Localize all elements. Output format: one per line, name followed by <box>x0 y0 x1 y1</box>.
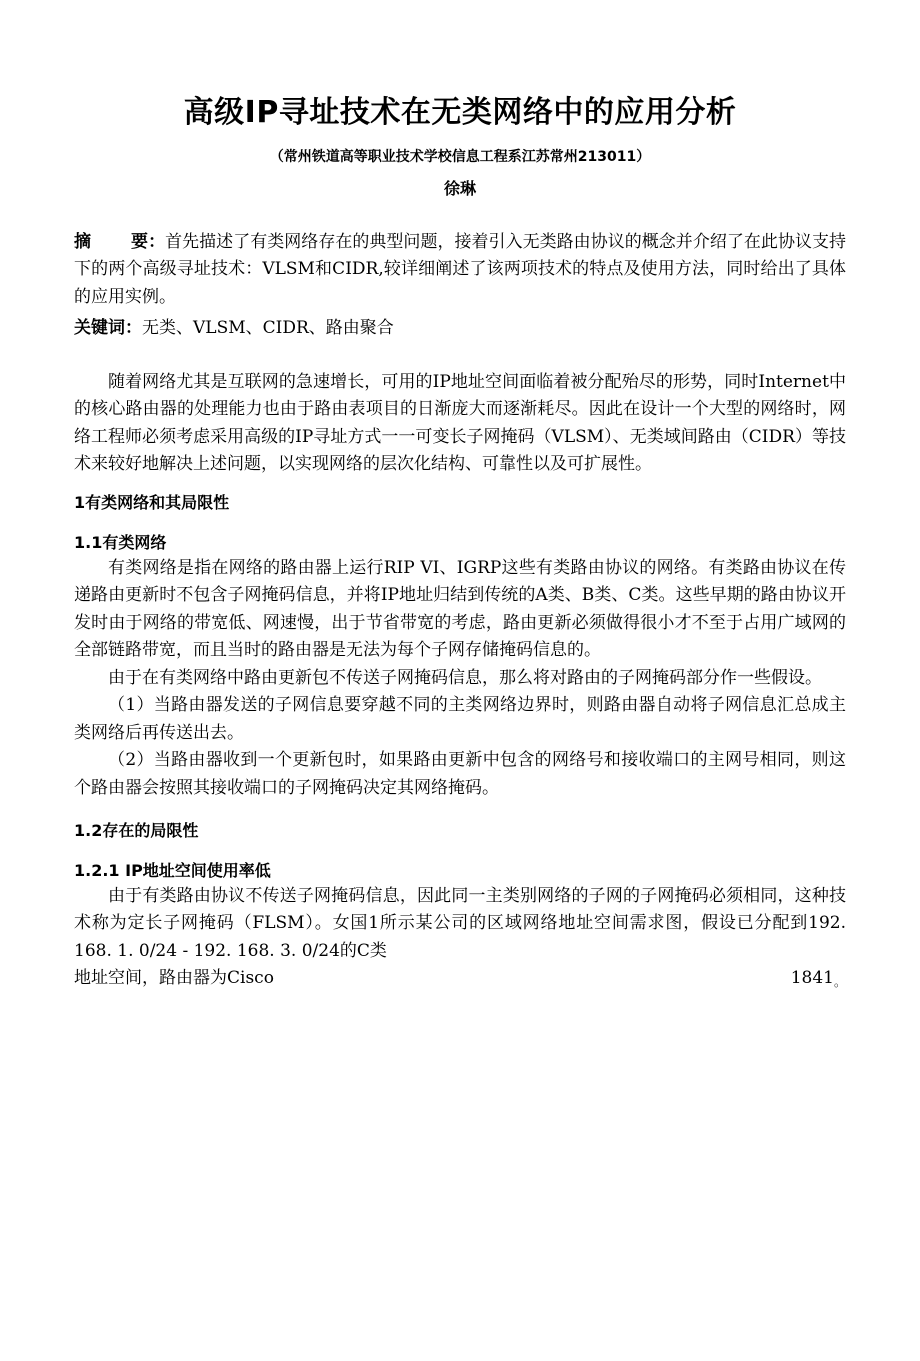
section-heading-1-2: 1.2存在的局限性 <box>74 820 199 840</box>
keywords-text: 无类、VLSM、CIDR、路由聚合 <box>142 318 394 339</box>
router-model: 1841 <box>790 968 834 989</box>
paragraph-1-1-1: 有类网络是指在网络的路由器上运行RIP VI、IGRP这些有类路由协议的网络。有类路由协议在传递路由更新时不包含子网掩码信息，并将IP地址归结到传统的A类、B类、C类。这些早期的路由协议开发时由于网络的带宽低、网速慢，出于节省带宽的考虑，路由更新必须做得很小才不至于占用广域网的全部链路带宽，而且当时的路由器是无法为每个子网存储掩码信息的。 <box>74 557 846 661</box>
affiliation-line: （常州铁道高等职业技术学校信息工程系江苏常州213011） <box>269 148 651 165</box>
page-title: 高级IP寻址技术在无类网络中的应用分析 <box>183 95 737 130</box>
abstract-block <box>74 229 846 312</box>
paragraph-1-1-2: 由于在有类网络中路由更新包不传送子网掩码信息，那么将对路由的子网掩码部分作一些假设。 <box>108 667 822 688</box>
tail-punctuation: 。 <box>833 975 846 990</box>
tail-left-text: 地址空间，路由器为Cisco <box>74 968 274 989</box>
keywords-label: 关键词： <box>74 318 142 339</box>
abstract-label: 摘 <box>74 231 92 252</box>
abstract-text: 首先描述了有类网络存在的典型问题，接着引入无类路由协议的概念并介绍了在此协议支持下的两个高级寻址技术：VLSM和CIDR,较详细阐述了该两项技术的特点及使用方法，同时给出了具体的应用实例。 <box>74 231 847 307</box>
abstract-label-2: 要： <box>131 231 166 252</box>
author-name: 徐琳 <box>443 178 476 198</box>
section-heading-1: 1有类网络和其局限性 <box>74 492 230 512</box>
paragraph-1-2-1-1: 由于有类路由协议不传送子网掩码信息，因此同一主类别网络的子网的子网掩码必须相同，这种技术称为定长子网掩码（FLSM）。女国1所示某公司的区域网络地址空间需求图，假设已分配到192. 168. 1. 0/24 - 192. 168. 3. 0/24的C类 <box>74 885 846 961</box>
paragraph-1-1-3: （1）当路由器发送的子网信息要穿越不同的主类网络边界时，则路由器自动将子网信息汇总成主类网络后再传送出去。 <box>74 695 846 743</box>
paragraph-1-1-4: （2）当路由器收到一个更新包时，如果路由更新中包含的网络号和接收端口的主网号相同，则这个路由器会按照其接收端口的子网掩码决定其网络掩码。 <box>74 750 846 798</box>
paragraph-tail-line <box>74 965 846 993</box>
keywords-block <box>74 315 846 343</box>
section-heading-1-1: 1.1有类网络 <box>74 532 167 552</box>
intro-paragraph: 随着网络尤其是互联网的急速增长，可用的IP地址空间面临着被分配殆尽的形势，同时Internet中的核心路由器的处理能力也由于路由表项目的日渐庞大而逐渐耗尽。因此在设计一个大型的网络时，网络工程师必须考虑采用高级的IP寻址方式一一可变长子网掩码（VLSM）、无类域间路由（CIDR）等技术来较好地解决上述问题，以实现网络的层次化结构、可靠性以及可扩展性。 <box>74 371 846 475</box>
tail-right-text <box>791 965 846 993</box>
section-heading-1-2-1: 1.2.1 IP地址空间使用率低 <box>74 860 271 880</box>
